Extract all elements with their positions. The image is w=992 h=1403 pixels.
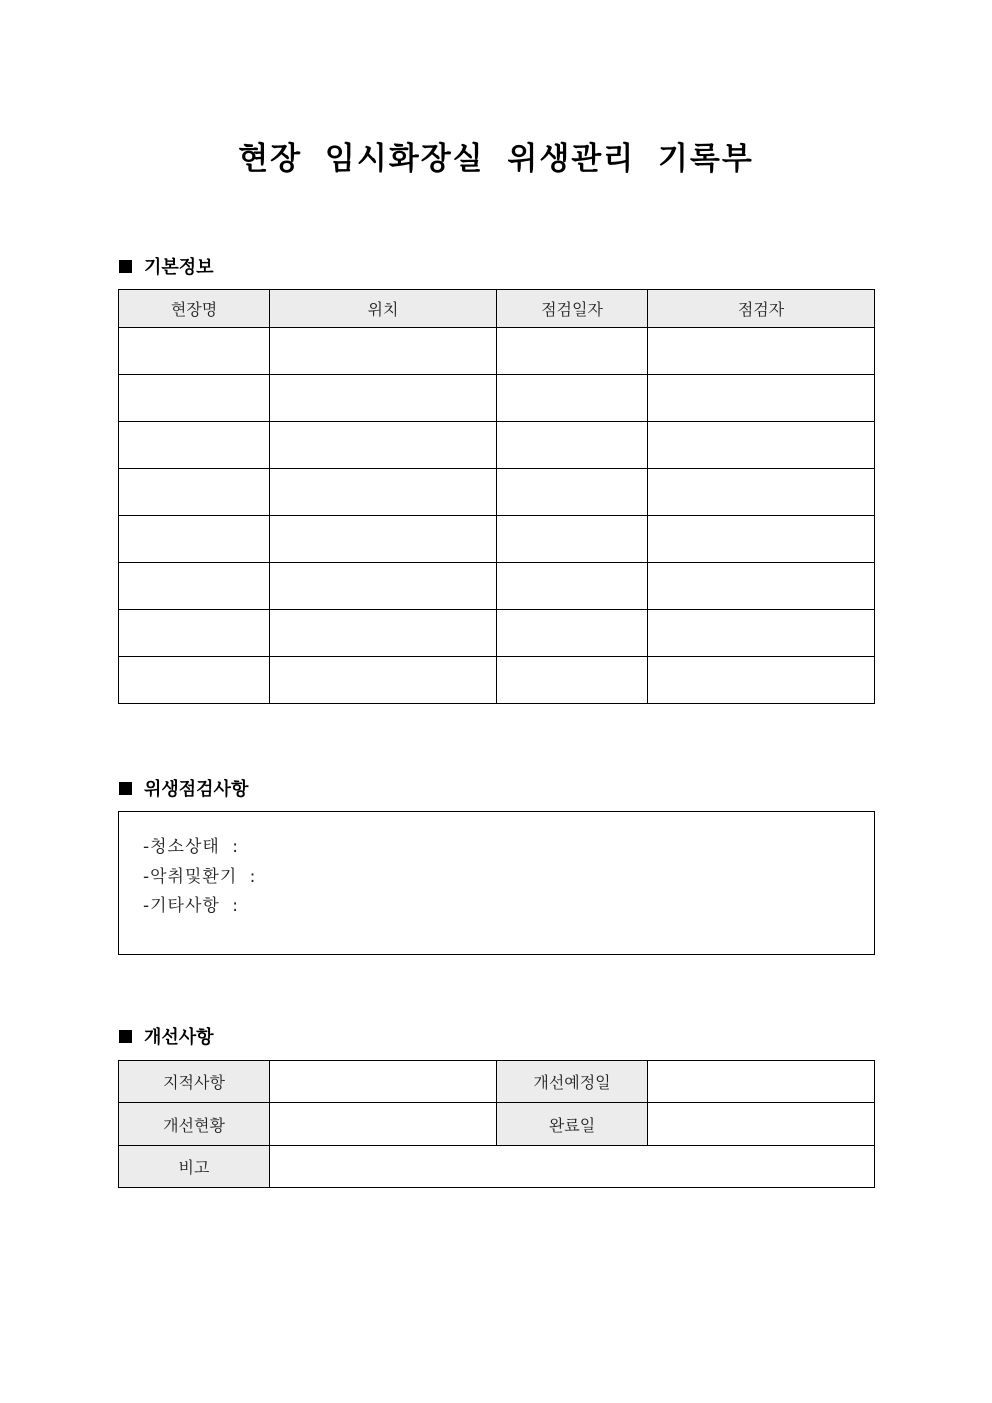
table-row [119, 516, 875, 563]
cell-inspector[interactable] [648, 422, 875, 469]
cell-inspector[interactable] [648, 610, 875, 657]
section-heading-basic-info [119, 253, 214, 279]
basic-info-table [118, 289, 875, 704]
table-row [119, 375, 875, 422]
column-header-site-name: 현장명 [119, 290, 270, 328]
field-status[interactable] [270, 1103, 497, 1146]
table-row [119, 422, 875, 469]
label-status: 개선현황 [119, 1103, 270, 1146]
check-item-label: -기타사항 [143, 896, 220, 916]
section-heading-improvement [119, 1023, 214, 1049]
cell-site-name[interactable] [119, 469, 270, 516]
cell-inspection-date[interactable] [497, 516, 648, 563]
cell-inspector[interactable] [648, 469, 875, 516]
table-row [119, 328, 875, 375]
field-planned-date[interactable] [648, 1061, 875, 1103]
column-header-inspector: 점검자 [648, 290, 875, 328]
cell-inspector[interactable] [648, 563, 875, 610]
cell-inspector[interactable] [648, 516, 875, 563]
cell-site-name[interactable] [119, 516, 270, 563]
cell-location[interactable] [270, 422, 497, 469]
check-item-separator: : [232, 837, 239, 857]
cell-location[interactable] [270, 563, 497, 610]
table-row [119, 657, 875, 704]
black-square-icon [119, 1030, 132, 1043]
field-completion-date[interactable] [648, 1103, 875, 1146]
cell-inspection-date[interactable] [497, 422, 648, 469]
cell-location[interactable] [270, 328, 497, 375]
table-header-row [119, 290, 875, 328]
section-title: 개선사항 [144, 1027, 214, 1048]
cell-inspection-date[interactable] [497, 469, 648, 516]
cell-inspection-date[interactable] [497, 657, 648, 704]
cell-location[interactable] [270, 516, 497, 563]
hygiene-check-box[interactable] [118, 811, 875, 955]
cell-location[interactable] [270, 375, 497, 422]
cell-site-name[interactable] [119, 563, 270, 610]
cell-inspection-date[interactable] [497, 563, 648, 610]
cell-location[interactable] [270, 469, 497, 516]
section-heading-hygiene-check [119, 775, 248, 801]
check-item-separator: : [232, 896, 239, 916]
table-row [119, 1146, 875, 1188]
cell-site-name[interactable] [119, 328, 270, 375]
cell-inspection-date[interactable] [497, 610, 648, 657]
check-item-odor-ventilation [143, 862, 256, 887]
cell-inspector[interactable] [648, 328, 875, 375]
cell-site-name[interactable] [119, 657, 270, 704]
section-title: 위생점검사항 [144, 779, 249, 800]
table-row [119, 1103, 875, 1146]
label-planned-date: 개선예정일 [497, 1061, 648, 1103]
cell-inspector[interactable] [648, 657, 875, 704]
black-square-icon [119, 260, 132, 273]
label-completion-date: 완료일 [497, 1103, 648, 1146]
check-item-label: -악취및환기 [143, 867, 238, 887]
cell-site-name[interactable] [119, 422, 270, 469]
field-remarks[interactable] [270, 1146, 875, 1188]
cell-inspection-date[interactable] [497, 375, 648, 422]
check-item-separator: : [249, 867, 257, 887]
column-header-location: 위치 [270, 290, 497, 328]
document-title: 현장 임시화장실 위생관리 기록부 [238, 141, 754, 177]
cell-inspector[interactable] [648, 375, 875, 422]
improvement-table [118, 1060, 875, 1188]
table-row [119, 610, 875, 657]
cell-location[interactable] [270, 657, 497, 704]
black-square-icon [119, 782, 132, 795]
label-remarks: 비고 [119, 1146, 270, 1188]
label-finding: 지적사항 [119, 1061, 270, 1103]
cell-site-name[interactable] [119, 375, 270, 422]
field-finding[interactable] [270, 1061, 497, 1103]
cell-inspection-date[interactable] [497, 328, 648, 375]
table-row [119, 1061, 875, 1103]
table-row [119, 469, 875, 516]
column-header-inspection-date: 점검일자 [497, 290, 648, 328]
cell-site-name[interactable] [119, 610, 270, 657]
section-title: 기본정보 [144, 257, 214, 278]
cell-location[interactable] [270, 610, 497, 657]
check-item-cleanliness [143, 832, 239, 857]
check-item-other [143, 891, 239, 916]
table-row [119, 563, 875, 610]
check-item-label: -청소상태 [143, 837, 220, 857]
